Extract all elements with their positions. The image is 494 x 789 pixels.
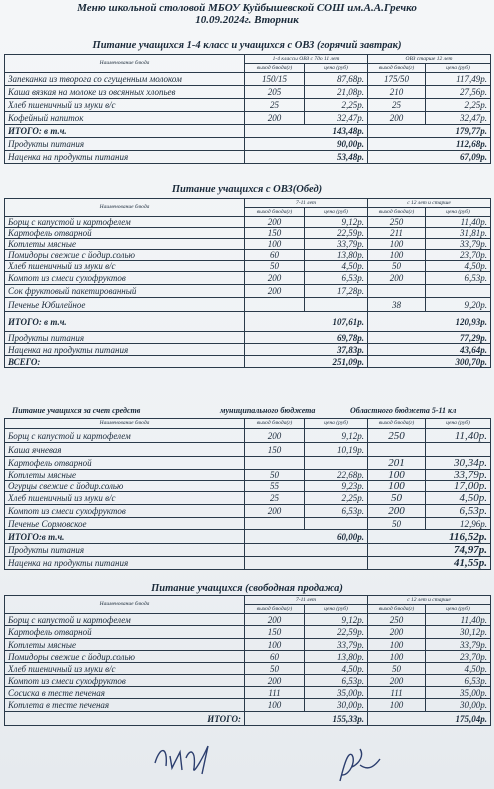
dish-out: 25 bbox=[245, 492, 305, 505]
dish-out: 250 bbox=[368, 429, 426, 443]
dish-out: 150 bbox=[245, 626, 305, 639]
products-b: 74,97р. bbox=[368, 544, 491, 557]
products-row bbox=[5, 138, 491, 151]
dish-price: 11,40р. bbox=[426, 429, 491, 443]
dish-price: 12,96р. bbox=[426, 518, 491, 530]
dish-price: 9,20р. bbox=[426, 298, 491, 312]
dish-price: 2,25р. bbox=[426, 99, 491, 112]
dish-price: 35,00р. bbox=[426, 687, 491, 699]
dish-out: 200 bbox=[368, 626, 426, 639]
dish-out: 100 bbox=[368, 239, 426, 250]
dish-price: 22,59р. bbox=[305, 228, 368, 239]
markup-row bbox=[5, 344, 491, 356]
col-out-header: выход блюда(г) bbox=[368, 208, 426, 217]
dish-price: 30,34р. bbox=[426, 457, 491, 470]
dish-price: 4,50р. bbox=[305, 261, 368, 272]
dish-name: Помидоры свежие с йодир.солью bbox=[5, 250, 245, 261]
dish-price: 30,00р. bbox=[305, 699, 368, 712]
dish-price: 11,40р. bbox=[426, 217, 491, 228]
section-free-sale-title: Питание учащихся (свободная продажа) bbox=[151, 583, 343, 594]
products-a bbox=[245, 544, 368, 557]
table-row bbox=[5, 699, 491, 712]
dish-name: Борщ с капустой и картофелем bbox=[5, 429, 245, 443]
total-label: ИТОГО: в т.ч. bbox=[5, 312, 245, 332]
dish-price: 31,81р. bbox=[426, 228, 491, 239]
dish-out: 210 bbox=[368, 86, 426, 99]
dish-name: Хлеб пшеничный из муки в/с bbox=[5, 261, 245, 272]
dish-name: Котлеты мясные bbox=[5, 639, 245, 651]
markup-row bbox=[5, 557, 491, 570]
dish-out: 200 bbox=[245, 614, 305, 626]
col-out-header: выход блюда(г) bbox=[245, 419, 305, 429]
total-a: 155,33р. bbox=[245, 712, 368, 726]
total-row bbox=[5, 312, 491, 332]
table-row bbox=[5, 651, 491, 663]
dish-out: 50 bbox=[368, 518, 426, 530]
dish-name: Компот из смеси сухофруктов bbox=[5, 505, 245, 518]
products-b: 112,68р. bbox=[368, 138, 491, 151]
col-out-header: выход блюда(г) bbox=[245, 605, 305, 614]
markup-a: 37,83р. bbox=[245, 344, 368, 356]
dish-out: 100 bbox=[368, 250, 426, 261]
table-row bbox=[5, 663, 491, 675]
dish-price: 6,53р. bbox=[426, 675, 491, 687]
dish-price bbox=[305, 298, 368, 312]
col-out-header: выход блюда(г) bbox=[368, 605, 426, 614]
group-a-header: 7-11 лет bbox=[245, 596, 368, 605]
dish-out: 150/15 bbox=[245, 73, 305, 86]
col-price-header: цена (руб) bbox=[305, 64, 368, 73]
dish-out bbox=[368, 285, 426, 298]
dish-out: 150 bbox=[245, 443, 305, 457]
col-name-header: Наименование блюда bbox=[5, 199, 245, 217]
dish-name: Компот из смеси сухофруктов bbox=[5, 272, 245, 285]
dish-out: 200 bbox=[368, 675, 426, 687]
dish-price: 6,53р. bbox=[426, 272, 491, 285]
dish-out: 100 bbox=[245, 639, 305, 651]
dish-out: 100 bbox=[245, 699, 305, 712]
dish-out: 50 bbox=[245, 261, 305, 272]
dish-name: Огурцы свежие с йодир.солью bbox=[5, 481, 245, 492]
group-b-header: ОВЗ старше 12 лет bbox=[368, 55, 491, 64]
dish-name: Помидоры свежие с йодир.солью bbox=[5, 651, 245, 663]
dish-name: Печенье Юбилейное bbox=[5, 298, 245, 312]
section-budget-regional: Областного бюджета 5-11 кл bbox=[350, 406, 457, 415]
dish-out: 111 bbox=[368, 687, 426, 699]
col-out-header: выход блюда(г) bbox=[368, 64, 426, 73]
products-label: Продукты питания bbox=[5, 138, 245, 151]
dish-price: 4,50р. bbox=[426, 663, 491, 675]
dish-price: 2,25р. bbox=[305, 99, 368, 112]
dish-out: 200 bbox=[245, 112, 305, 125]
dish-price: 9,23р. bbox=[305, 481, 368, 492]
dish-out: 201 bbox=[368, 457, 426, 470]
table-row bbox=[5, 675, 491, 687]
col-name-header: Наименование блюда bbox=[5, 55, 245, 73]
table-row bbox=[5, 481, 491, 492]
group-a-header: 1-4 классы ОВЗ с 7до 11 лет bbox=[245, 55, 368, 64]
dish-price: 17,28р. bbox=[305, 285, 368, 298]
dish-name: Котлеты мясные bbox=[5, 239, 245, 250]
dish-name: Каша вязкая на молоке из овсянных хлопьев bbox=[5, 86, 245, 99]
dish-price: 35,00р. bbox=[305, 687, 368, 699]
table-row bbox=[5, 250, 491, 261]
dish-out: 100 bbox=[368, 470, 426, 481]
dish-price: 87,68р. bbox=[305, 73, 368, 86]
section-budget-municipal: муниципального бюджета bbox=[220, 406, 316, 415]
total-b: 116,52р. bbox=[368, 530, 491, 544]
grand-total-a: 251,09р. bbox=[245, 356, 368, 368]
products-label: Продукты питания bbox=[5, 544, 245, 557]
dish-name: Сок фруктовый пакетированный bbox=[5, 285, 245, 298]
group-b-header: с 12 лет и старше bbox=[368, 596, 491, 605]
dish-price: 9,12р. bbox=[305, 614, 368, 626]
dish-out: 38 bbox=[368, 298, 426, 312]
dish-price: 23,70р. bbox=[426, 250, 491, 261]
dish-out: 175/50 bbox=[368, 73, 426, 86]
markup-label: Наценка на продукты питания bbox=[5, 151, 245, 164]
table-row bbox=[5, 614, 491, 626]
dish-name: Картофель отварной bbox=[5, 457, 245, 470]
dish-price: 117,49р. bbox=[426, 73, 491, 86]
table-row bbox=[5, 518, 491, 530]
dish-name: Борщ с капустой и картофелем bbox=[5, 614, 245, 626]
dish-out: 250 bbox=[368, 217, 426, 228]
dish-price: 9,12р. bbox=[305, 217, 368, 228]
grand-total-row bbox=[5, 356, 491, 368]
menu-title: Меню школьной столовой МБОУ Куйбышевской СОШ им.А.А.Гречко bbox=[77, 2, 417, 14]
col-price-header: цена (руб) bbox=[305, 605, 368, 614]
products-label: Продукты питания bbox=[5, 332, 245, 344]
col-name-header: Наименование блюда bbox=[5, 419, 245, 429]
table-row bbox=[5, 112, 491, 125]
dish-out: 200 bbox=[245, 272, 305, 285]
total-row bbox=[5, 125, 491, 138]
dish-price: 4,50р. bbox=[426, 261, 491, 272]
dish-out: 50 bbox=[368, 663, 426, 675]
markup-a bbox=[245, 557, 368, 570]
dish-price: 33,79р. bbox=[426, 239, 491, 250]
dish-out bbox=[245, 457, 305, 470]
dish-out: 100 bbox=[368, 651, 426, 663]
dish-out: 50 bbox=[245, 470, 305, 481]
markup-label: Наценка на продукты питания bbox=[5, 344, 245, 356]
group-b-header: с 12 лет и старше bbox=[368, 199, 491, 208]
dish-price: 22,68р. bbox=[305, 470, 368, 481]
dish-out: 200 bbox=[245, 217, 305, 228]
dish-out: 25 bbox=[245, 99, 305, 112]
dish-name: Печенье Сормовское bbox=[5, 518, 245, 530]
dish-out: 200 bbox=[368, 505, 426, 518]
dish-price: 33,79р. bbox=[426, 470, 491, 481]
dish-price: 30,00р. bbox=[426, 699, 491, 712]
group-a-header: 7-11 лет bbox=[245, 199, 368, 208]
dish-name: Котлета в тесте печеная bbox=[5, 699, 245, 712]
col-price-header: цена (руб) bbox=[426, 64, 491, 73]
dish-price bbox=[305, 457, 368, 470]
table-row bbox=[5, 99, 491, 112]
dish-price: 32,47р. bbox=[305, 112, 368, 125]
markup-row bbox=[5, 151, 491, 164]
table-row bbox=[5, 86, 491, 99]
dish-price: 17,00р. bbox=[426, 481, 491, 492]
dish-name: Хлеб пшеничный из муки в/с bbox=[5, 492, 245, 505]
dish-out: 200 bbox=[245, 285, 305, 298]
dish-out: 200 bbox=[245, 429, 305, 443]
dish-price: 33,79р. bbox=[305, 239, 368, 250]
table-row bbox=[5, 639, 491, 651]
dish-out: 100 bbox=[368, 481, 426, 492]
dish-price: 32,47р. bbox=[426, 112, 491, 125]
section-lunch-title: Питание учащихся с ОВЗ(Обед) bbox=[171, 184, 323, 195]
col-out-header: выход блюда(г) bbox=[245, 64, 305, 73]
total-b: 175,04р. bbox=[368, 712, 491, 726]
dish-price bbox=[426, 285, 491, 298]
table-row bbox=[5, 285, 491, 298]
dish-name: Компот из смеси сухофруктов bbox=[5, 675, 245, 687]
dish-out: 200 bbox=[245, 675, 305, 687]
dish-out: 50 bbox=[245, 663, 305, 675]
products-a: 90,00р. bbox=[245, 138, 368, 151]
col-price-header: цена (руб) bbox=[426, 208, 491, 217]
dish-name: Хлеб пшеничный из муки в/с bbox=[5, 99, 245, 112]
markup-b: 41,55р. bbox=[368, 557, 491, 570]
total-b: 120,93р. bbox=[368, 312, 491, 332]
markup-label: Наценка на продукты питания bbox=[5, 557, 245, 570]
table-row bbox=[5, 73, 491, 86]
grand-total-label: ВСЕГО: bbox=[5, 356, 245, 368]
table-row bbox=[5, 470, 491, 481]
dish-price: 11,40р. bbox=[426, 614, 491, 626]
section-budget-title: Питание учащихся за счет средств bbox=[12, 406, 141, 415]
table-row bbox=[5, 298, 491, 312]
dish-out: 25 bbox=[368, 99, 426, 112]
dish-out: 55 bbox=[245, 481, 305, 492]
dish-out: 60 bbox=[245, 250, 305, 261]
table-row bbox=[5, 217, 491, 228]
table-row bbox=[5, 261, 491, 272]
dish-out: 211 bbox=[368, 228, 426, 239]
dish-price: 23,70р. bbox=[426, 651, 491, 663]
dish-out bbox=[245, 298, 305, 312]
table-row bbox=[5, 505, 491, 518]
breakfast-table bbox=[4, 54, 491, 164]
dish-price bbox=[426, 443, 491, 457]
menu-date: 10.09.2024г. Вторник bbox=[195, 14, 299, 26]
table-row bbox=[5, 457, 491, 470]
dish-out: 100 bbox=[368, 699, 426, 712]
markup-b: 67,09р. bbox=[368, 151, 491, 164]
total-label: ИТОГО: bbox=[5, 712, 245, 726]
dish-price: 9,12р. bbox=[305, 429, 368, 443]
products-row bbox=[5, 332, 491, 344]
col-name-header: Наименование блюда bbox=[5, 596, 245, 614]
dish-name: Картофель отварной bbox=[5, 626, 245, 639]
dish-price bbox=[305, 518, 368, 530]
col-price-header: цена (руб) bbox=[305, 208, 368, 217]
dish-price: 33,79р. bbox=[426, 639, 491, 651]
table-row bbox=[5, 228, 491, 239]
dish-name: Борщ с капустой и картофелем bbox=[5, 217, 245, 228]
dish-price: 27,56р. bbox=[426, 86, 491, 99]
dish-price: 13,80р. bbox=[305, 250, 368, 261]
dish-out: 100 bbox=[245, 239, 305, 250]
signature-left bbox=[150, 738, 230, 778]
dish-out: 111 bbox=[245, 687, 305, 699]
total-a: 107,61р. bbox=[245, 312, 368, 332]
table-row bbox=[5, 272, 491, 285]
products-row bbox=[5, 544, 491, 557]
signature-right bbox=[330, 745, 390, 785]
dish-out: 200 bbox=[368, 272, 426, 285]
dish-out: 50 bbox=[368, 261, 426, 272]
total-row bbox=[5, 712, 491, 726]
dish-out: 250 bbox=[368, 614, 426, 626]
table-row bbox=[5, 429, 491, 443]
dish-price: 4,50р. bbox=[305, 663, 368, 675]
dish-price: 13,80р. bbox=[305, 651, 368, 663]
dish-out bbox=[368, 443, 426, 457]
dish-price: 6,53р. bbox=[426, 505, 491, 518]
dish-name: Котлеты мясные bbox=[5, 470, 245, 481]
dish-out: 50 bbox=[368, 492, 426, 505]
dish-price: 30,12р. bbox=[426, 626, 491, 639]
col-out-header: выход блюда(г) bbox=[245, 208, 305, 217]
table-row bbox=[5, 239, 491, 250]
markup-b: 43,64р. bbox=[368, 344, 491, 356]
dish-out: 150 bbox=[245, 228, 305, 239]
section-breakfast-title: Питание учащихся 1-4 класс и учащихся с ОВЗ (горячий завтрак) bbox=[92, 40, 402, 51]
grand-total-b: 300,70р. bbox=[368, 356, 491, 368]
table-row bbox=[5, 492, 491, 505]
dish-out: 200 bbox=[245, 505, 305, 518]
products-b: 77,29р. bbox=[368, 332, 491, 344]
dish-price: 2,25р. bbox=[305, 492, 368, 505]
col-price-header: цена (руб) bbox=[426, 419, 491, 429]
free-sale-table bbox=[4, 595, 491, 726]
dish-out: 200 bbox=[368, 112, 426, 125]
dish-name: Сосиска в тесте печеная bbox=[5, 687, 245, 699]
lunch-table bbox=[4, 198, 491, 368]
col-price-header: цена (руб) bbox=[426, 605, 491, 614]
dish-out: 205 bbox=[245, 86, 305, 99]
table-row bbox=[5, 687, 491, 699]
dish-out: 60 bbox=[245, 651, 305, 663]
dish-name: Кофейный напиток bbox=[5, 112, 245, 125]
dish-price: 6,53р. bbox=[305, 675, 368, 687]
total-row bbox=[5, 530, 491, 544]
dish-price: 6,53р. bbox=[305, 505, 368, 518]
dish-out bbox=[245, 518, 305, 530]
col-price-header: цена (руб) bbox=[305, 419, 368, 429]
total-label: ИТОГО:в т.ч. bbox=[5, 530, 245, 544]
dish-name: Хлеб пшеничный из муки в/с bbox=[5, 663, 245, 675]
dish-price: 6,53р. bbox=[305, 272, 368, 285]
table-row bbox=[5, 626, 491, 639]
dish-price: 21,08р. bbox=[305, 86, 368, 99]
table-row bbox=[5, 443, 491, 457]
total-a: 60,00р. bbox=[245, 530, 368, 544]
markup-a: 53,48р. bbox=[245, 151, 368, 164]
total-b: 179,77р. bbox=[368, 125, 491, 138]
products-a: 69,78р. bbox=[245, 332, 368, 344]
dish-price: 4,50р. bbox=[426, 492, 491, 505]
col-out-header: выход блюда(г) bbox=[368, 419, 426, 429]
total-label: ИТОГО: в т.ч. bbox=[5, 125, 245, 138]
dish-price: 22,59р. bbox=[305, 626, 368, 639]
dish-out: 100 bbox=[368, 639, 426, 651]
dish-name: Каша ячневая bbox=[5, 443, 245, 457]
dish-price: 10,19р. bbox=[305, 443, 368, 457]
dish-name: Картофель отварной bbox=[5, 228, 245, 239]
budget-table bbox=[4, 418, 491, 570]
dish-name: Запеканка из творога со сгущенным молоком bbox=[5, 73, 245, 86]
total-a: 143,48р. bbox=[245, 125, 368, 138]
dish-price: 33,79р. bbox=[305, 639, 368, 651]
